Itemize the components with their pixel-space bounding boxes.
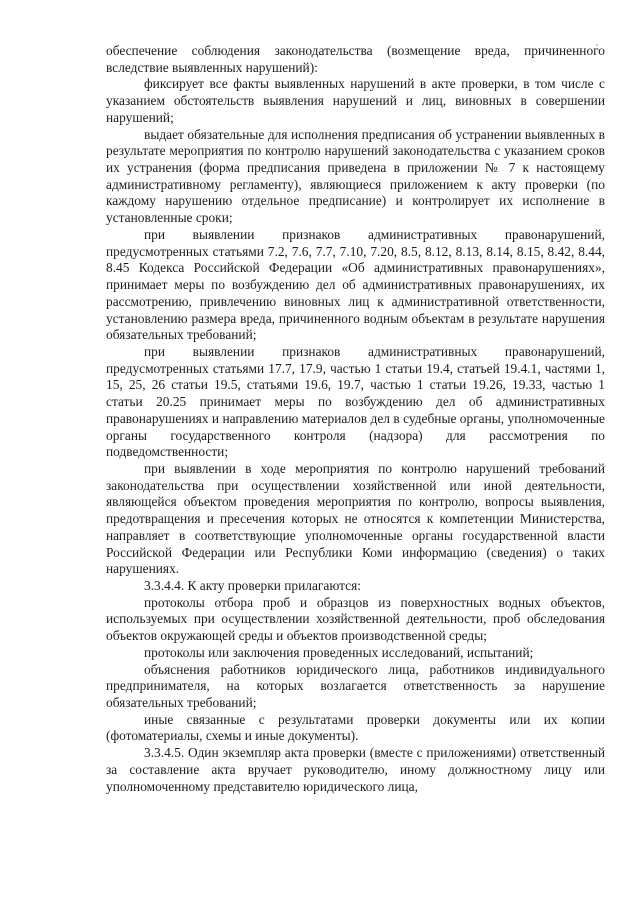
- paragraph-continuation: обеспечение соблюдения законодательства (возмещение вреда, причиненного вследствие выявленных нарушений):: [106, 43, 605, 75]
- paragraph-admin-offenses-obstruction: при выявлении признаков административных правонарушений, предусмотренных статьями 17.7, 17.9, частью 1 статьи 19.4, статьей 19.4.1, частями 1, 15, 25, 26 статьи 19.5, статьями 19.6, 19.7, частью 1 статьи 19.26, 19.33, частью 1 статьи 20.25 принимает меры по возбуждению дел об административных правонарушениях и направлению материалов дел в судебные органы, уполномоченные органы государственного контроля (надзора) для рассмотрения по подведомственности;: [106, 343, 605, 460]
- paragraph-sampling-protocols: протоколы отбора проб и образцов из поверхностных водных объектов, используемых при осуществлении хозяйственной деятельности, проб обследования объектов окружающей среды и объектов производственной среды;: [106, 594, 605, 644]
- paragraph-research-protocols: протоколы или заключения проведенных исследований, испытаний;: [144, 644, 534, 660]
- paragraph-inform-authorities: при выявлении в ходе мероприятия по контролю нарушений требований законодательства при осуществлении хозяйственной или иной деятельности, являющейся объектом проведения мероприятия по контролю, вопросы выявления, предотвращения и пресечения которых не относятся к компетенции Министерства, направляет в соответствующие уполномоченные органы государственной власти Российской Федерации или Республики Коми информацию (сведения) о таких нарушениях.: [106, 460, 605, 577]
- paragraph-admin-offenses-environment: при выявлении признаков административных правонарушений, предусмотренных статьями 7.2, 7.6, 7.7, 7.10, 7.20, 8.5, 8.12, 8.13, 8.14, 8.15, 8.42, 8.44, 8.45 Кодекса Российской Федерации «Об административных правонарушениях», принимает меры по возбуждению дел об административных правонарушениях, их рассмотрению, привлечению виновных лиц к административной ответственности, установлению размера вреда, причиненного водным объектам в результате нарушения обязательных требований;: [106, 226, 605, 343]
- paragraph-record-violations: фиксирует все факты выявленных нарушений в акте проверки, в том числе с указанием обстоятельств выявления нарушений и лиц, виновных в совершении нарушений;: [106, 76, 605, 125]
- paragraph-section-3-3-4-5: 3.3.4.5. Один экземпляр акта проверки (вместе с приложениями) ответственный за составление акта вручает руководителю, иному должностному лицу или уполномоченному представителю юридического лица,: [106, 745, 605, 794]
- paragraph-issue-orders: выдает обязательные для исполнения предписания об устранении выявленных в результате мероприятия по контролю нарушений законодательства с указанием сроков их устранения (форма предписания приведена в приложении № 7 к настоящему административному регламенту), являющиеся приложением к акту проверки (по каждому нарушению отдельное предписание) и контролирует их исполнение в установленные сроки;: [106, 126, 605, 226]
- document-body: [106, 43, 605, 795]
- paragraph-explanations: объяснения работников юридического лица, работников индивидуального предпринимателя, на которых возлагается ответственность за нарушение обязательных требований;: [106, 661, 605, 711]
- paragraph-section-3-3-4-4: 3.3.4.4. К акту проверки прилагаются:: [144, 578, 362, 593]
- paragraph-other-documents: иные связанные с результатами проверки документы или их копии (фотоматериалы, схемы и иные документы).: [106, 711, 605, 744]
